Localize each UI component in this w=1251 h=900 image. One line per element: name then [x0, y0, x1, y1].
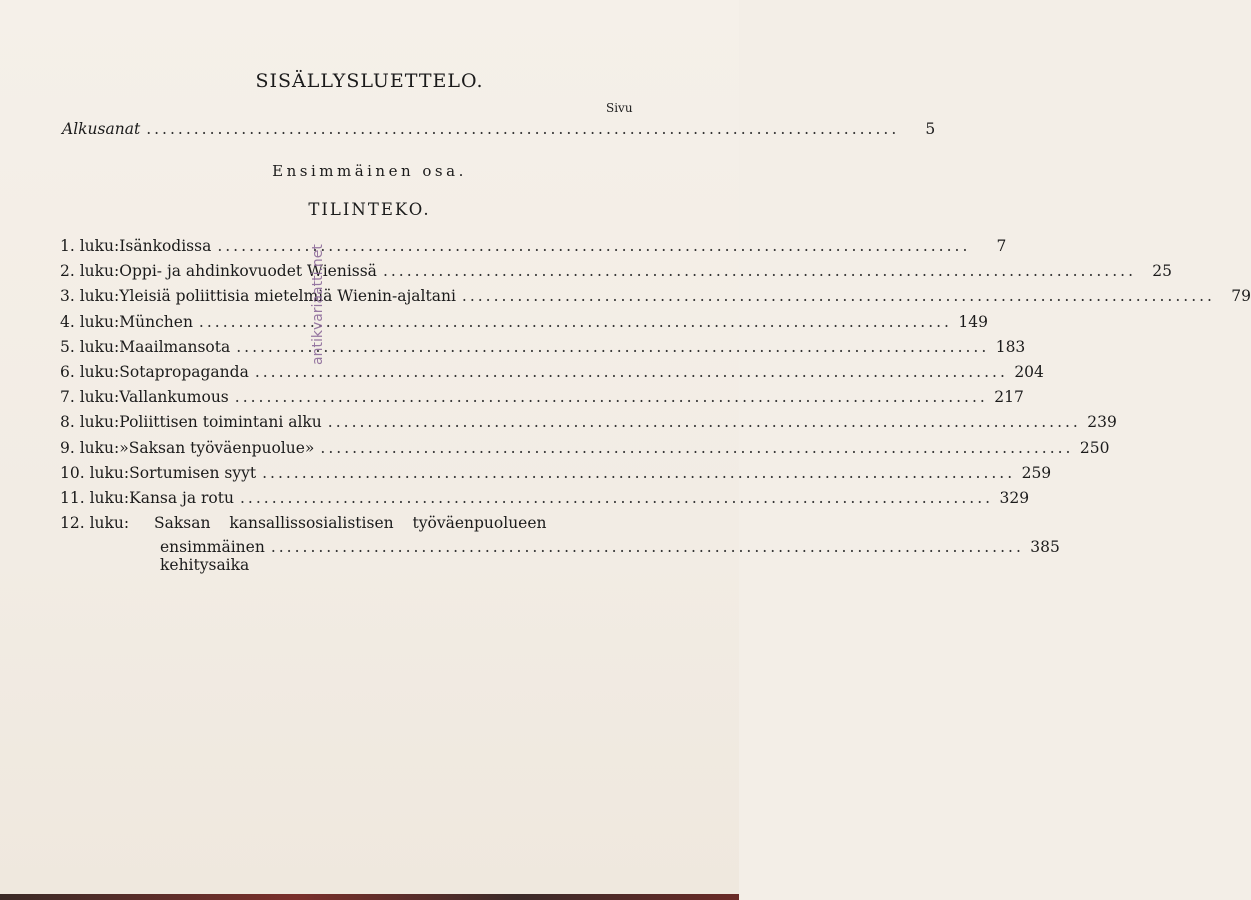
- toc-entry-title: Oppi- ja ahdinkovuodet Wienissä: [119, 262, 377, 281]
- page-column-label: Sivu: [606, 101, 633, 115]
- chapter-number: 11. luku:: [60, 489, 130, 507]
- toc-entry-chapter: [60, 514, 635, 534]
- toc-entry-chapter: [60, 489, 1030, 509]
- chapter-number: 1. luku:: [60, 237, 120, 255]
- toc-entry-title: Isänkodissa: [119, 237, 212, 255]
- toc-entry-intro: [62, 120, 936, 140]
- chapter-number: 12. luku:: [60, 514, 130, 533]
- toc-entry-page: 385: [1030, 538, 1060, 556]
- dot-leader: ...............................................................................................: [234, 388, 988, 407]
- toc-entry-page: 204: [1014, 363, 1044, 381]
- dot-leader: ...............................................................................................: [146, 120, 900, 138]
- dot-leader: ...............................................................................................: [254, 363, 1008, 381]
- toc-entry-chapter: [60, 237, 1007, 257]
- toc-entry-page: 149: [958, 312, 988, 331]
- dot-leader: ...............................................................................................: [320, 438, 1074, 457]
- chapter-number: 2. luku:: [60, 262, 120, 281]
- toc-entry-page: 7: [996, 237, 1007, 255]
- toc-entry-title: Vallankumous: [119, 388, 229, 407]
- toc-entry-chapter: [60, 463, 1052, 484]
- toc-entry-title: »Saksan työväenpuolue»: [119, 438, 315, 457]
- dot-leader: ...............................................................................................: [217, 237, 971, 255]
- toc-entry-page: 183: [995, 337, 1026, 356]
- toc-entry-title: Poliittisen toimintani alku: [119, 413, 322, 432]
- part-heading: Ensimmäinen osa.: [272, 162, 467, 180]
- dot-leader: ...............................................................................................: [382, 262, 1137, 281]
- toc-entry-title: Alkusanat: [62, 120, 141, 138]
- toc-entry-page: 250: [1079, 438, 1110, 457]
- toc-entry-page: 5: [925, 120, 936, 138]
- toc-entry-title: ensimmäinen kehitysaika: [160, 538, 265, 574]
- page-title: SISÄLLYSLUETTELO.: [255, 70, 484, 92]
- toc-entry-chapter: [60, 363, 1044, 383]
- toc-entry-title: Sotapropaganda: [119, 363, 249, 381]
- toc-entry-title: Saksan kansallissosialistisen työväenpuolueen: [154, 514, 547, 533]
- dot-leader: ...............................................................................................: [239, 489, 994, 507]
- chapter-number: 9. luku:: [60, 438, 120, 457]
- chapter-number: 7. luku:: [60, 388, 120, 407]
- toc-entry-chapter: [60, 413, 1117, 433]
- dot-leader: ...............................................................................................: [270, 538, 1024, 556]
- chapter-number: 5. luku:: [60, 337, 120, 356]
- dot-leader: ...............................................................................................: [236, 337, 990, 356]
- toc-entry-chapter: [60, 312, 988, 333]
- toc-entry-page: 79: [1231, 287, 1251, 306]
- toc-entry-chapter: [60, 262, 1173, 282]
- toc-entry-page: 329: [999, 489, 1030, 507]
- toc-entry-title: München: [119, 312, 193, 331]
- chapter-number: 3. luku:: [60, 287, 120, 306]
- toc-entry-title: Sortumisen syyt: [129, 463, 257, 482]
- chapter-number: 4. luku:: [60, 312, 120, 331]
- toc-entry-title: Maailmansota: [119, 337, 231, 356]
- chapter-number: 10. luku:: [60, 463, 130, 482]
- toc-entry-chapter: [60, 438, 1110, 459]
- watermark-text: antikvariaatti.net: [310, 244, 326, 365]
- toc-entry-page: 217: [994, 388, 1024, 407]
- chapter-number: 6. luku:: [60, 363, 120, 381]
- toc-entry-chapter: [60, 388, 1024, 408]
- page-bottom-edge: [0, 894, 739, 900]
- dot-leader: ...............................................................................................: [262, 463, 1016, 482]
- toc-entry-title: Kansa ja rotu: [129, 489, 234, 507]
- chapter-number: 8. luku:: [60, 413, 120, 432]
- toc-entry-continuation: [160, 538, 1060, 574]
- toc-entry-chapter: [60, 287, 1251, 307]
- dot-leader: ...............................................................................................: [327, 413, 1081, 432]
- section-heading: TILINTEKO.: [308, 200, 431, 219]
- toc-entry-page: 239: [1087, 413, 1117, 432]
- toc-entry-title: Yleisiä poliittisia mietelmiä Wienin-ajaltani: [119, 287, 456, 306]
- toc-entry-page: 259: [1021, 463, 1052, 482]
- toc-entry-chapter: [60, 337, 1026, 358]
- dot-leader: ...............................................................................................: [461, 287, 1215, 306]
- toc-entry-page: 25: [1152, 262, 1173, 281]
- dot-leader: ...............................................................................................: [198, 312, 952, 331]
